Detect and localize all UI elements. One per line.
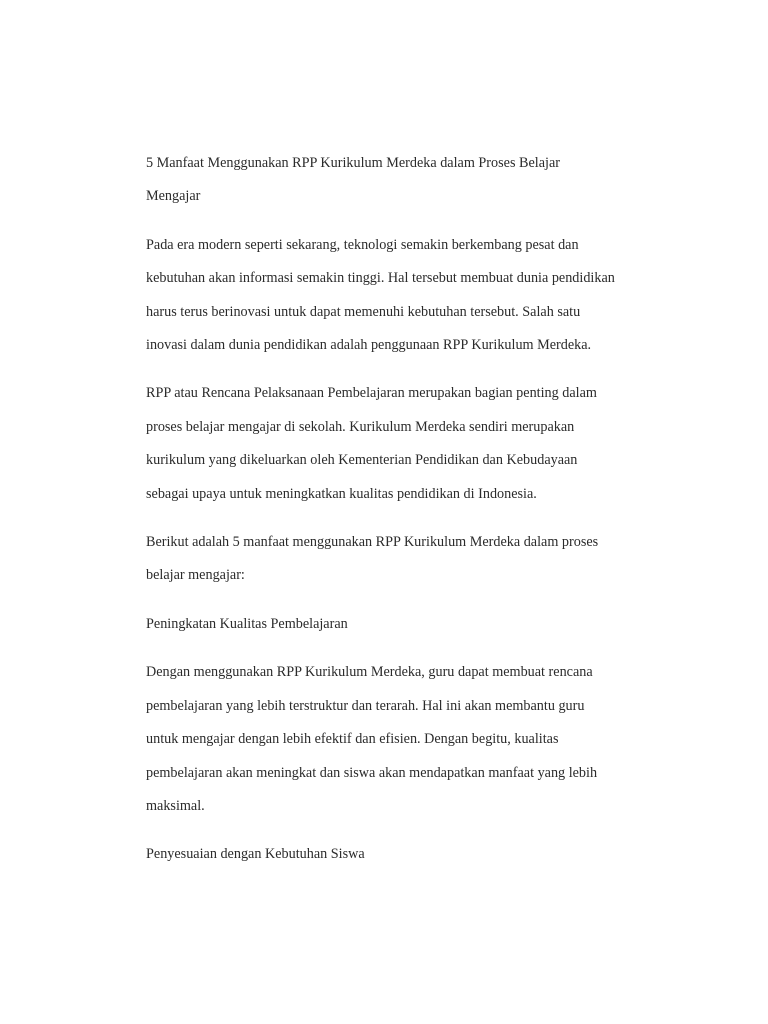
text-line: maksimal. [146, 797, 205, 814]
section-heading [146, 608, 646, 641]
title-line: 5 Manfaat Menggunakan RPP Kurikulum Merdeka dalam Proses Belajar [146, 155, 560, 171]
text-line: pembelajaran akan meningkat dan siswa akan mendapatkan manfaat yang lebih [146, 764, 598, 781]
document-title [146, 147, 646, 214]
text-line: Dengan menggunakan RPP Kurikulum Merdeka, guru dapat membuat rencana [146, 664, 593, 681]
heading-text: Penyesuaian dengan Kebutuhan Siswa [146, 846, 365, 863]
text-line: proses belajar mengajar di sekolah. Kurikulum Merdeka sendiri merupakan [146, 418, 575, 435]
paragraph-rpp-definition [146, 377, 646, 511]
paragraph-intro [146, 229, 646, 363]
text-line: RPP atau Rencana Pelaksanaan Pembelajaran merupakan bagian penting dalam [146, 385, 597, 402]
text-line: Pada era modern seperti sekarang, teknologi semakin berkembang pesat dan [146, 236, 579, 253]
document-page [146, 147, 646, 887]
text-line: untuk mengajar dengan lebih efektif dan efisien. Dengan begitu, kualitas [146, 731, 559, 748]
section-heading [146, 838, 646, 871]
text-line: inovasi dalam dunia pendidikan adalah penggunaan RPP Kurikulum Merdeka. [146, 337, 592, 354]
heading-text: Peningkatan Kualitas Pembelajaran [146, 615, 348, 632]
paragraph-quality [146, 656, 646, 823]
text-line: Berikut adalah 5 manfaat menggunakan RPP Kurikulum Merdeka dalam proses [146, 534, 599, 551]
text-line: harus terus berinovasi untuk dapat memenuhi kebutuhan tersebut. Salah satu [146, 303, 581, 320]
text-line: kebutuhan akan informasi semakin tinggi. Hal tersebut membuat dunia pendidikan [146, 270, 615, 287]
text-line: kurikulum yang dikeluarkan oleh Kementerian Pendidikan dan Kebudayaan [146, 452, 578, 469]
paragraph-benefits-intro [146, 526, 646, 593]
text-line: belajar mengajar: [146, 567, 245, 584]
title-line: Mengajar [146, 188, 201, 205]
text-line: pembelajaran yang lebih terstruktur dan terarah. Hal ini akan membantu guru [146, 697, 585, 714]
text-line: sebagai upaya untuk meningkatkan kualitas pendidikan di Indonesia. [146, 485, 537, 502]
